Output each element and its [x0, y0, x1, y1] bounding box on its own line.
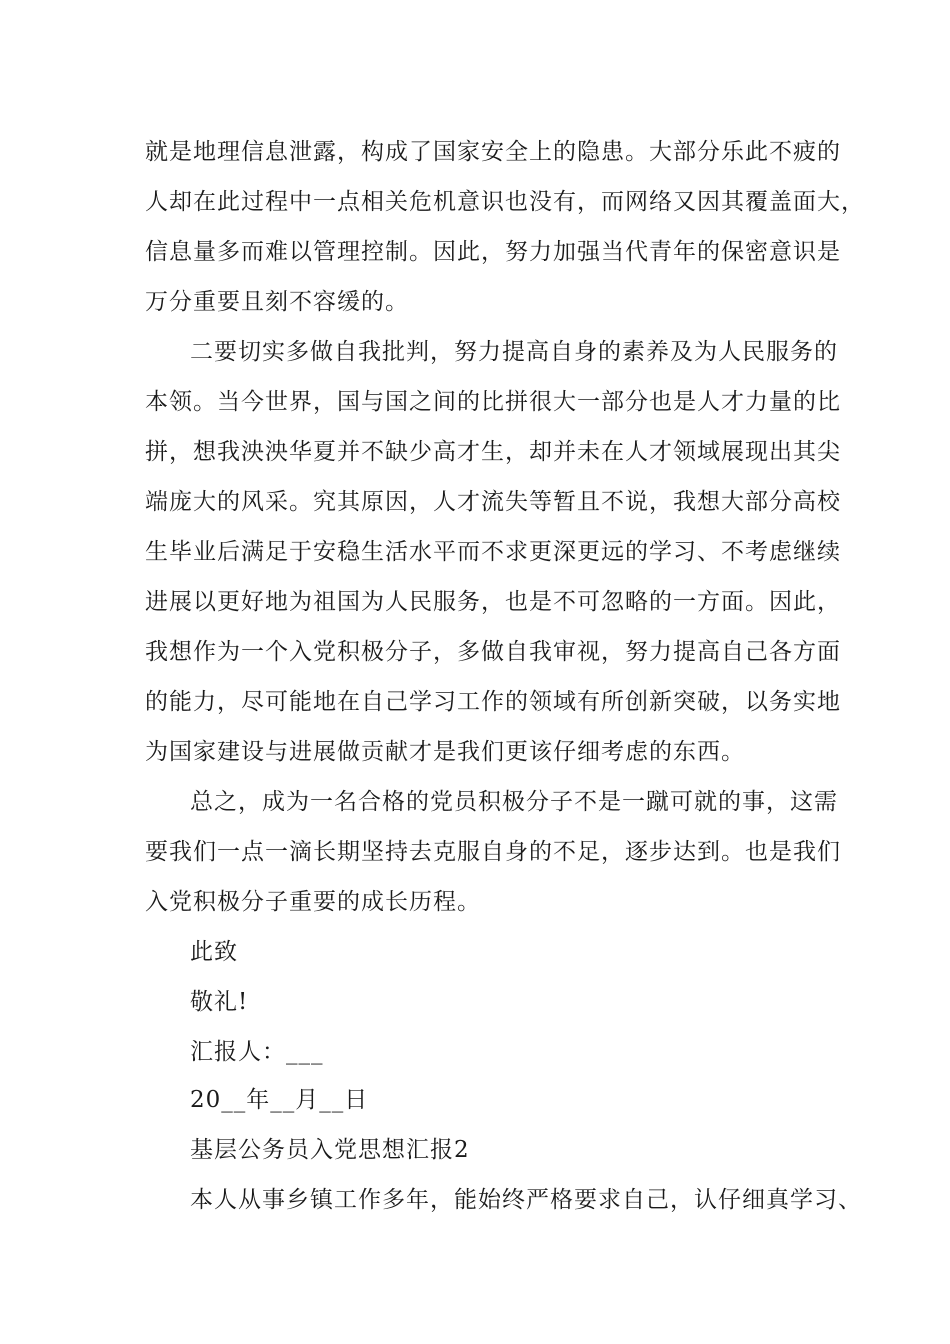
paragraph-line: 入党积极分子重要的成长历程。 [145, 889, 481, 915]
paragraph-line: 的能力，尽可能地在自己学习工作的领域有所创新突破，以务实地 [145, 689, 841, 715]
reporter-line: 汇报人：___ [190, 1039, 324, 1065]
section-title: 基层公务员入党思想汇报2 [190, 1137, 470, 1163]
paragraph-line: 我想作为一个入党积极分子，多做自我审视，努力提高自己各方面 [145, 639, 841, 665]
paragraph-line: 人却在此过程中一点相关危机意识也没有，而网络又因其覆盖面大， [145, 189, 865, 215]
paragraph-line: 拼，想我泱泱华夏并不缺少高才生，却并未在人才领域展现出其尖 [145, 439, 841, 465]
paragraph-line: 总之，成为一名合格的党员积极分子不是一蹴可就的事，这需 [190, 789, 838, 815]
paragraph-line: 进展以更好地为祖国为人民服务，也是不可忽略的一方面。因此， [145, 589, 841, 615]
paragraph-line: 本领。当今世界，国与国之间的比拼很大一部分也是人才力量的比 [145, 389, 841, 415]
paragraph-line: 为国家建设与进展做贡献才是我们更该仔细考虑的东西。 [145, 739, 745, 765]
paragraph-line: 端庞大的风采。究其原因，人才流失等暂且不说，我想大部分高校 [145, 489, 841, 515]
paragraph-line: 生毕业后满足于安稳生活水平而不求更深更远的学习、不考虑继续 [145, 539, 841, 565]
paragraph-line: 本人从事乡镇工作多年，能始终严格要求自己，认仔细真学习、 [190, 1187, 862, 1213]
paragraph-line: 万分重要且刻不容缓的。 [145, 289, 409, 315]
paragraph-line: 要我们一点一滴长期坚持去克服自身的不足，逐步达到。也是我们 [145, 839, 841, 865]
paragraph-line: 二要切实多做自我批判，努力提高自身的素养及为人民服务的 [190, 339, 838, 365]
closing-respect: 敬礼! [190, 989, 249, 1015]
paragraph-line: 信息量多而难以管理控制。因此，努力加强当代青年的保密意识是 [145, 239, 841, 265]
closing-salutation: 此致 [190, 939, 238, 965]
paragraph-line: 就是地理信息泄露，构成了国家安全上的隐患。大部分乐此不疲的 [145, 139, 841, 165]
date-line: 20__年__月__日 [190, 1087, 369, 1113]
